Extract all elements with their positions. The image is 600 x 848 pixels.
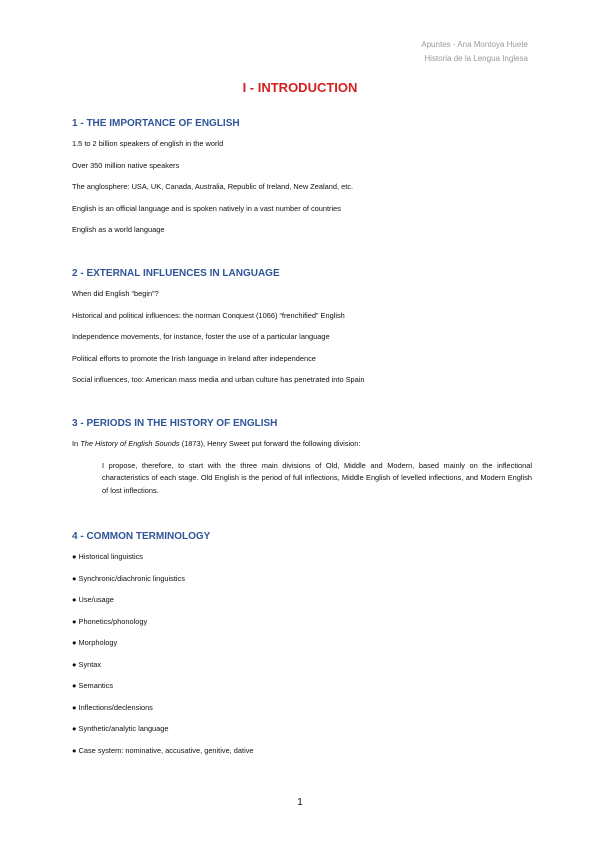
paragraph: When did English “begin”? <box>72 289 159 298</box>
paragraph: Independence movements, for instance, foster the use of a particular language <box>72 332 330 341</box>
page-title: I - INTRODUCTION <box>242 80 358 95</box>
paragraph: 1.5 to 2 billion speakers of english in the world <box>72 139 224 148</box>
intro-suffix: (1873), Henry Sweet put forward the following division: <box>179 439 361 448</box>
intro-prefix: In <box>72 439 81 448</box>
paragraph: Over 350 million native speakers <box>72 160 180 170</box>
section-importance <box>72 118 532 246</box>
page-number: 1 <box>297 797 303 808</box>
list-item: ● Morphology <box>72 638 118 647</box>
list-item: ● Inflections/declensions <box>72 702 153 712</box>
paragraph: Political efforts to promote the Irish language in Ireland after independence <box>72 353 316 363</box>
list-item: ● Syntax <box>72 659 102 669</box>
section-heading: 3 - PERIODS IN THE HISTORY OF ENGLISH <box>72 418 278 429</box>
page-header <box>421 38 528 66</box>
section-heading: 4 - COMMON TERMINOLOGY <box>72 531 211 542</box>
section-terminology <box>72 531 532 766</box>
section-periods <box>72 418 532 497</box>
list-item: ● Case system: nominative, accusative, genitive, dative <box>72 745 254 755</box>
header-course: Historia de la Lengua Inglesa <box>424 54 528 63</box>
paragraph: Social influences, too: American mass media and urban culture has penetrated into Spain <box>72 375 365 384</box>
paragraph: English as a world language <box>72 225 165 234</box>
list-item: ● Use/usage <box>72 595 114 604</box>
paragraph: The anglosphere: USA, UK, Canada, Australia, Republic of Ireland, New Zealand, etc. <box>72 182 353 191</box>
section-heading: 1 - THE IMPORTANCE OF ENGLISH <box>72 118 240 129</box>
section-heading: 2 - EXTERNAL INFLUENCES IN LANGUAGE <box>72 268 280 279</box>
list-item: ● Phonetics/phonology <box>72 616 148 626</box>
header-author: Apuntes - Ana Montoya Huete <box>421 40 528 49</box>
book-title: The History of English Sounds <box>80 439 180 448</box>
block-quote: I propose, therefore, to start with the three main divisions of Old, Middle and Modern, based mainly on the inflectional characteristics of each stage. Old English is the period of full inflections, Middle English of levelled inflections, and Modern English of lost inflections. <box>102 460 532 495</box>
paragraph: English is an official language and is spoken natively in a vast number of countries <box>72 203 341 213</box>
list-item: ● Historical linguistics <box>72 552 143 561</box>
paragraph: Historical and political influences: the norman Conquest (1066) “frenchified” English <box>72 310 345 320</box>
list-item: ● Synthetic/analytic language <box>72 724 169 733</box>
intro-paragraph <box>72 438 532 450</box>
list-item: ● Semantics <box>72 681 114 690</box>
list-item: ● Synchronic/diachronic linguistics <box>72 573 185 583</box>
section-external-influences <box>72 268 532 396</box>
